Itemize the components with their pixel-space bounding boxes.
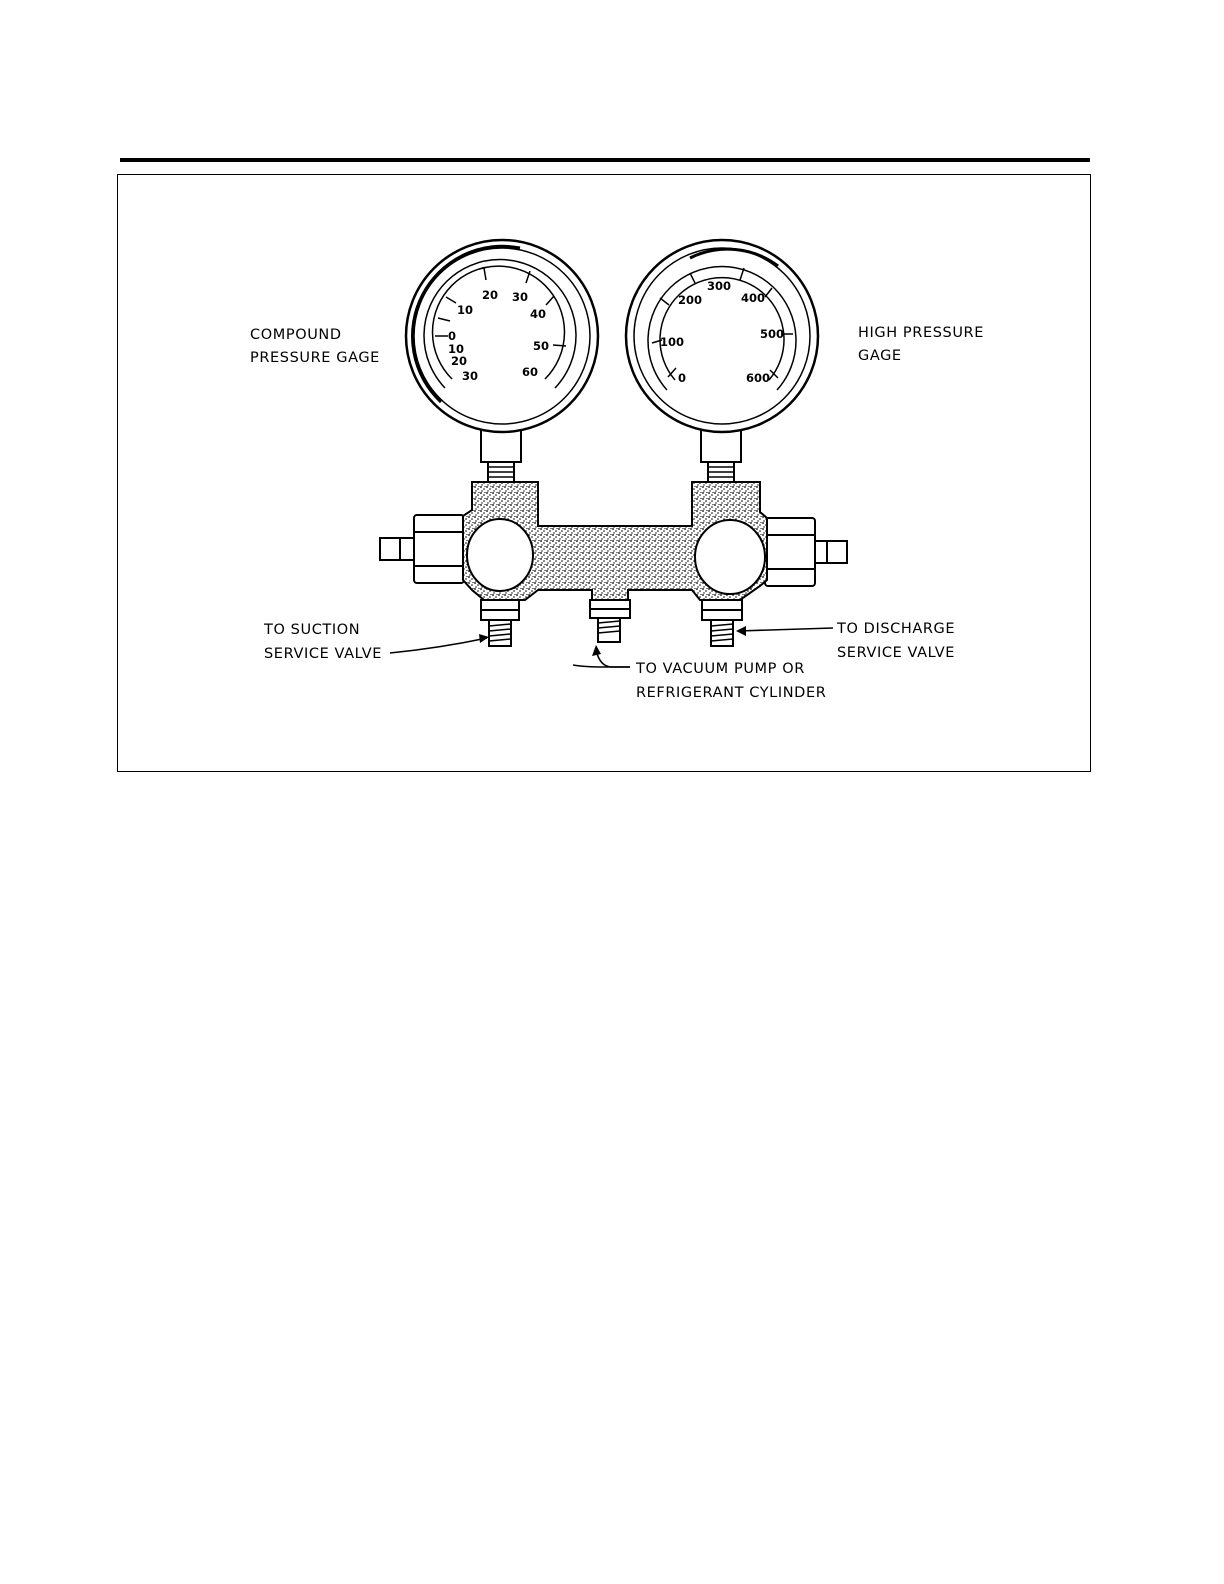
- vacuum-label-line2: REFRIGERANT CYLINDER: [636, 685, 827, 701]
- high-tick-500: 500: [760, 327, 785, 341]
- discharge-label-line2: SERVICE VALVE: [837, 645, 956, 661]
- compound-tick-50: 50: [533, 339, 550, 353]
- compound-tick-20: 20: [482, 288, 499, 302]
- high-tick-300: 300: [707, 279, 732, 293]
- compound-gage-label-line1: COMPOUND: [250, 327, 342, 343]
- high-gage-label-line2: GAGE: [858, 348, 902, 364]
- compound-vac-tick-0: 0: [448, 329, 457, 343]
- compound-gage-label-line2: PRESSURE GAGE: [250, 350, 380, 366]
- compound-tick-60: 60: [522, 365, 539, 379]
- compound-tick-30: 30: [512, 290, 529, 304]
- suction-label-line1: TO SUCTION: [264, 622, 361, 638]
- high-pressure-gage: [626, 240, 818, 432]
- discharge-label-line1: TO DISCHARGE: [837, 621, 956, 637]
- high-tick-200: 200: [678, 293, 703, 307]
- compound-vac-tick-30: 30: [462, 369, 479, 383]
- compound-vac-tick-10: 10: [448, 342, 465, 356]
- compound-tick-10: 10: [457, 303, 474, 317]
- high-gage-label-line1: HIGH PRESSURE: [858, 325, 984, 341]
- gage-stems: [481, 430, 741, 482]
- compound-tick-40: 40: [530, 307, 547, 321]
- high-tick-600: 600: [746, 371, 771, 385]
- compound-gage: [406, 240, 598, 432]
- high-tick-0: 0: [678, 371, 687, 385]
- vacuum-label-line1: TO VACUUM PUMP OR: [636, 661, 805, 677]
- high-tick-100: 100: [660, 335, 685, 349]
- compound-vac-tick-20: 20: [451, 354, 468, 368]
- high-tick-400: 400: [741, 291, 766, 305]
- suction-label-line2: SERVICE VALVE: [264, 646, 383, 662]
